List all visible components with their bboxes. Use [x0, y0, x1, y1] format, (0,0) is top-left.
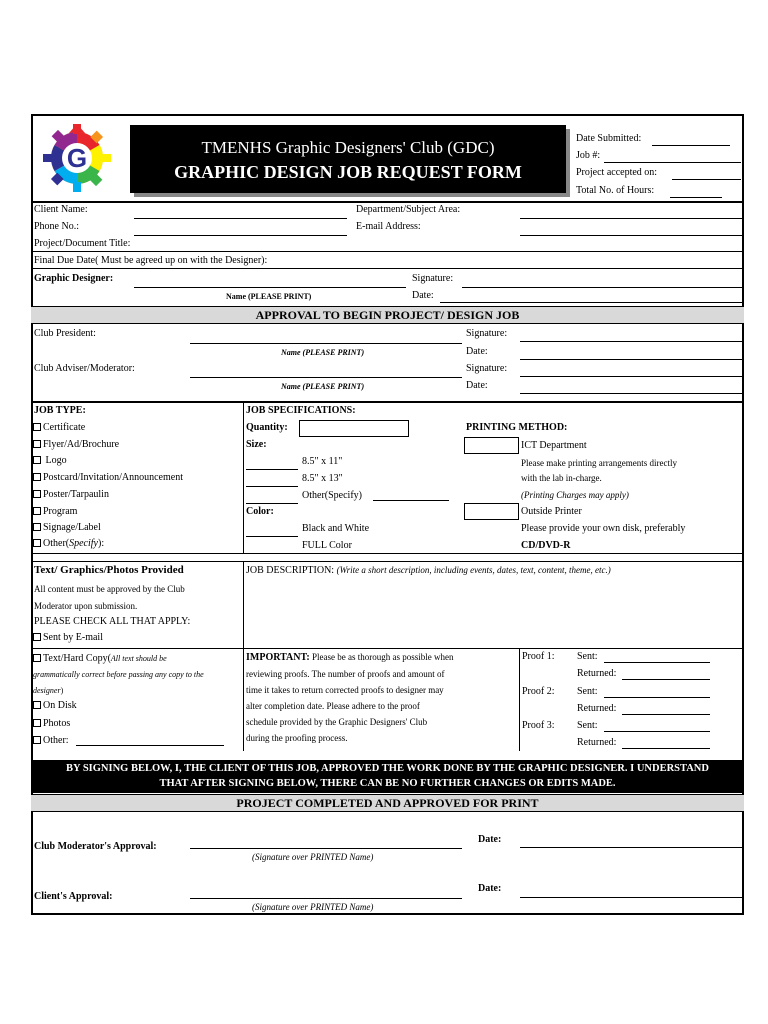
- jobtype-bottom: [31, 553, 744, 554]
- completion-bar: PROJECT COMPLETED AND APPROVED FOR PRINT: [31, 794, 744, 812]
- proof-sent-label: Sent:: [577, 685, 598, 697]
- hardcopy-note-3: designer: [33, 686, 61, 695]
- hardcopy-label: Text/Hard Copy(: [43, 653, 111, 664]
- client-name-label: Client Name:: [34, 204, 88, 215]
- ict-note-1: Please make printing arrangements directly: [521, 458, 677, 468]
- client-name-line[interactable]: [134, 218, 347, 219]
- moderator-date-line[interactable]: [520, 847, 742, 848]
- department-label: Department/Subject Area:: [356, 204, 461, 215]
- designer-date-line[interactable]: [440, 302, 742, 303]
- job-type-checkbox[interactable]: [33, 507, 41, 515]
- job-type-other[interactable]: [33, 538, 104, 550]
- client-signature-line[interactable]: [190, 898, 462, 899]
- content-heading: Text/ Graphics/Photos Provided: [34, 564, 184, 576]
- job-type-checkbox[interactable]: [33, 473, 41, 481]
- important-line-5: schedule provided by the Graphic Designers' Club: [246, 717, 428, 727]
- job-type-label: Flyer/Ad/Brochure: [43, 438, 120, 450]
- president-label: Club President:: [34, 328, 96, 339]
- job-type-item[interactable]: [33, 472, 183, 484]
- color1-check-line[interactable]: [246, 536, 298, 537]
- job-type-label: Logo: [43, 455, 67, 467]
- project-accepted-line[interactable]: [672, 179, 741, 180]
- gear-logo-icon: [40, 122, 114, 194]
- content-sub-divider: [31, 648, 244, 649]
- job-type-item[interactable]: [33, 489, 109, 501]
- job-type-checkbox[interactable]: [33, 440, 41, 448]
- hardcopy-note-2: grammatically correct before passing any copy to the: [33, 670, 204, 679]
- date-submitted-line[interactable]: [652, 145, 730, 146]
- hardcopy-note-3-wrap: [33, 685, 63, 697]
- check-all-label: PLEASE CHECK ALL THAT APPLY:: [34, 616, 191, 627]
- moderator-approval-label: Club Moderator's Approval:: [34, 841, 157, 852]
- header-divider: [31, 201, 744, 203]
- job-type-other-specify: Specify: [69, 538, 98, 549]
- important-divider: [519, 648, 520, 751]
- form-title: GRAPHIC DESIGN JOB REQUEST FORM: [174, 162, 522, 182]
- sent-email-label: Sent by E-mail: [43, 632, 103, 643]
- proof-sent-label: Sent:: [577, 651, 598, 662]
- proof-returned-label: Returned:: [577, 702, 617, 714]
- size-other-label: Other(Specify): [302, 490, 362, 501]
- important-line-6: during the proofing process.: [246, 733, 348, 743]
- size2-check-line[interactable]: [246, 486, 298, 487]
- due-date-label: Final Due Date( Must be agreed up on with the Designer):: [34, 255, 268, 266]
- adviser-signature-line[interactable]: [520, 376, 742, 377]
- outside-label: Outside Printer: [521, 506, 582, 517]
- proof-returned-label: Returned:: [577, 737, 617, 748]
- size2-label: 8.5" x 13": [302, 473, 343, 484]
- proof-label: Proof 2:: [522, 685, 555, 697]
- on-disk-checkbox[interactable]: [33, 701, 41, 709]
- size1-label: 8.5" x 11": [302, 456, 343, 467]
- quantity-input[interactable]: [299, 420, 409, 437]
- designer-name-print: Name (PLEASE PRINT): [226, 292, 312, 301]
- designer-signature-line[interactable]: [462, 287, 742, 288]
- date-submitted-label: Date Submitted:: [576, 133, 642, 144]
- size1-check-line[interactable]: [246, 469, 298, 470]
- phone-label: Phone No.:: [34, 221, 79, 232]
- content-note-1: All content must be approved by the Club: [34, 584, 185, 594]
- adviser-label: Club Adviser/Moderator:: [34, 363, 135, 374]
- client-approval-label: Client's Approval:: [34, 891, 113, 902]
- proof-sent-line[interactable]: [604, 731, 710, 732]
- jobtype-divider: [243, 403, 244, 553]
- designer-label: Graphic Designer:: [34, 273, 114, 284]
- outside-checkbox[interactable]: [464, 503, 519, 520]
- printing-heading: PRINTING METHOD:: [466, 422, 568, 433]
- job-type-checkbox[interactable]: [33, 523, 41, 531]
- cd-label: CD/DVD-R: [521, 540, 571, 551]
- important-label: IMPORTANT:: [246, 652, 310, 663]
- quantity-label: Quantity:: [246, 422, 288, 433]
- job-description-area[interactable]: [244, 576, 744, 647]
- email-line[interactable]: [520, 235, 742, 236]
- sent-email-checkbox[interactable]: [33, 633, 41, 641]
- job-type-item[interactable]: [33, 522, 101, 534]
- job-description-label: JOB DESCRIPTION:: [246, 565, 337, 576]
- size-other-line[interactable]: [373, 500, 449, 501]
- photos-label: Photos: [43, 718, 71, 729]
- job-type-checkbox[interactable]: [33, 456, 41, 464]
- on-disk-item[interactable]: [33, 700, 77, 712]
- job-no-label: Job #:: [576, 150, 601, 161]
- club-name: TMENHS Graphic Designers' Club (GDC): [201, 138, 495, 157]
- job-type-label: Program: [43, 505, 78, 517]
- job-type-checkbox[interactable]: [33, 423, 41, 431]
- adviser-date-label: Date:: [466, 380, 488, 391]
- client-date-line[interactable]: [520, 897, 742, 898]
- approval-divider: [31, 401, 744, 403]
- proof-returned-line[interactable]: [622, 748, 710, 749]
- designer-signature-label: Signature:: [412, 273, 454, 284]
- proof-sent-line[interactable]: [604, 662, 710, 663]
- logo-letter: G: [66, 143, 88, 173]
- adviser-name-line[interactable]: [190, 377, 462, 378]
- important-line-2: reviewing proofs. The number of proofs and amount of: [246, 669, 445, 679]
- job-type-heading: JOB TYPE:: [34, 405, 86, 416]
- size-label: Size:: [246, 439, 267, 450]
- job-type-item[interactable]: [33, 506, 77, 518]
- moderator-date-label: Date:: [478, 834, 502, 845]
- description-divider: [243, 648, 744, 649]
- gdc-logo: [40, 122, 114, 194]
- project-title-label: Project/Document Title:: [34, 238, 131, 249]
- ict-checkbox[interactable]: [464, 437, 519, 454]
- job-type-checkbox[interactable]: [33, 490, 41, 498]
- content-other-checkbox[interactable]: [33, 736, 41, 744]
- adviser-date-line[interactable]: [520, 393, 742, 394]
- proof-returned-line[interactable]: [622, 679, 710, 680]
- color2-label: FULL Color: [302, 540, 352, 551]
- job-type-other-checkbox[interactable]: [33, 539, 41, 547]
- content-note-2: Moderator upon submission.: [34, 601, 138, 611]
- job-type-item[interactable]: [33, 439, 119, 451]
- total-hours-line[interactable]: [670, 197, 722, 198]
- printing-charges: (Printing Charges may apply): [521, 490, 629, 500]
- important-text-1: Please be as thorough as possible when: [309, 652, 454, 662]
- content-other-item[interactable]: [33, 735, 69, 747]
- photos-checkbox[interactable]: [33, 719, 41, 727]
- approval-bar: APPROVAL TO BEGIN PROJECT/ DESIGN JOB: [31, 306, 744, 324]
- jobtype-bottom-2: [31, 561, 744, 562]
- proof-label: Proof 1:: [522, 651, 555, 662]
- outside-note: Please provide your own disk, preferably: [521, 523, 686, 534]
- adviser-signature-label: Signature:: [466, 363, 508, 374]
- specs-heading: JOB SPECIFICATIONS:: [246, 405, 356, 416]
- color-label: Color:: [246, 506, 274, 517]
- moderator-sig-note: (Signature over PRINTED Name): [252, 852, 374, 862]
- ict-note-2: with the lab in-charge.: [521, 473, 602, 483]
- total-hours-label: Total No. of Hours:: [576, 185, 655, 196]
- proof-returned-line[interactable]: [622, 714, 710, 715]
- hardcopy-checkbox[interactable]: [33, 654, 41, 662]
- department-line[interactable]: [520, 218, 742, 219]
- proof-label: Proof 3:: [522, 720, 555, 731]
- job-description-hint: (Write a short description, including events, dates, text, content, theme, etc.): [336, 565, 611, 575]
- on-disk-label: On Disk: [43, 700, 77, 711]
- phone-line[interactable]: [134, 235, 347, 236]
- content-other-line[interactable]: [76, 745, 224, 746]
- job-type-label: Signage/Label: [43, 522, 101, 534]
- job-type-item[interactable]: [33, 455, 67, 467]
- proof-returned-label: Returned:: [577, 668, 617, 679]
- president-name-print: Name (PLEASE PRINT): [281, 348, 365, 357]
- notice-line-2: THAT AFTER SIGNING BELOW, THERE CAN BE NO FURTHER CHANGES OR EDITS MADE.: [159, 778, 616, 789]
- client-divider: [31, 268, 744, 269]
- proof-sent-line[interactable]: [604, 697, 710, 698]
- designer-date-label: Date:: [412, 290, 434, 301]
- important-line-4: alter completion date. Please adhere to the proof: [246, 701, 420, 711]
- color1-label: Black and White: [302, 523, 370, 534]
- job-type-label: Certificate: [43, 422, 86, 433]
- notice-line-1: BY SIGNING BELOW, I, THE CLIENT OF THIS JOB, APPROVED THE WORK DONE BY THE GRAPHIC DESIGNER. I UNDERSTAND: [66, 763, 709, 774]
- project-accepted-label: Project accepted on:: [576, 167, 658, 178]
- moderator-signature-line[interactable]: [190, 848, 462, 849]
- president-name-line[interactable]: [190, 343, 462, 344]
- president-signature-line[interactable]: [520, 341, 742, 342]
- designer-name-line[interactable]: [134, 287, 406, 288]
- job-type-other-close: ):: [97, 538, 105, 549]
- job-type-other-label: Other(: [43, 538, 70, 549]
- president-signature-label: Signature:: [466, 328, 508, 339]
- hardcopy-close: ): [60, 686, 64, 695]
- job-type-label: Poster/Tarpaulin: [43, 488, 109, 500]
- photos-item[interactable]: [33, 718, 70, 730]
- adviser-name-print: Name (PLEASE PRINT): [281, 382, 365, 391]
- important-line-3: time it takes to return corrected proofs to designer may: [246, 685, 444, 695]
- email-label: E-mail Address:: [356, 221, 421, 232]
- ict-label: ICT Department: [521, 440, 587, 451]
- client-sig-note: (Signature over PRINTED Name): [252, 902, 374, 912]
- president-date-line[interactable]: [520, 359, 742, 360]
- hardcopy-item[interactable]: [33, 653, 167, 665]
- hardcopy-note-1: All text should be: [110, 654, 167, 663]
- client-date-label: Date:: [478, 883, 502, 894]
- proof-sent-label: Sent:: [577, 720, 598, 731]
- project-title-line[interactable]: [31, 251, 744, 252]
- job-type-item[interactable]: [33, 422, 85, 434]
- size-other-check-line[interactable]: [246, 503, 298, 504]
- job-type-label: Postcard/Invitation/Announcement: [43, 472, 183, 484]
- job-no-line[interactable]: [604, 162, 741, 163]
- sent-email-item[interactable]: [33, 632, 103, 644]
- important-line-1: [246, 651, 453, 664]
- president-date-label: Date:: [466, 346, 488, 357]
- content-other-label: Other:: [43, 735, 69, 746]
